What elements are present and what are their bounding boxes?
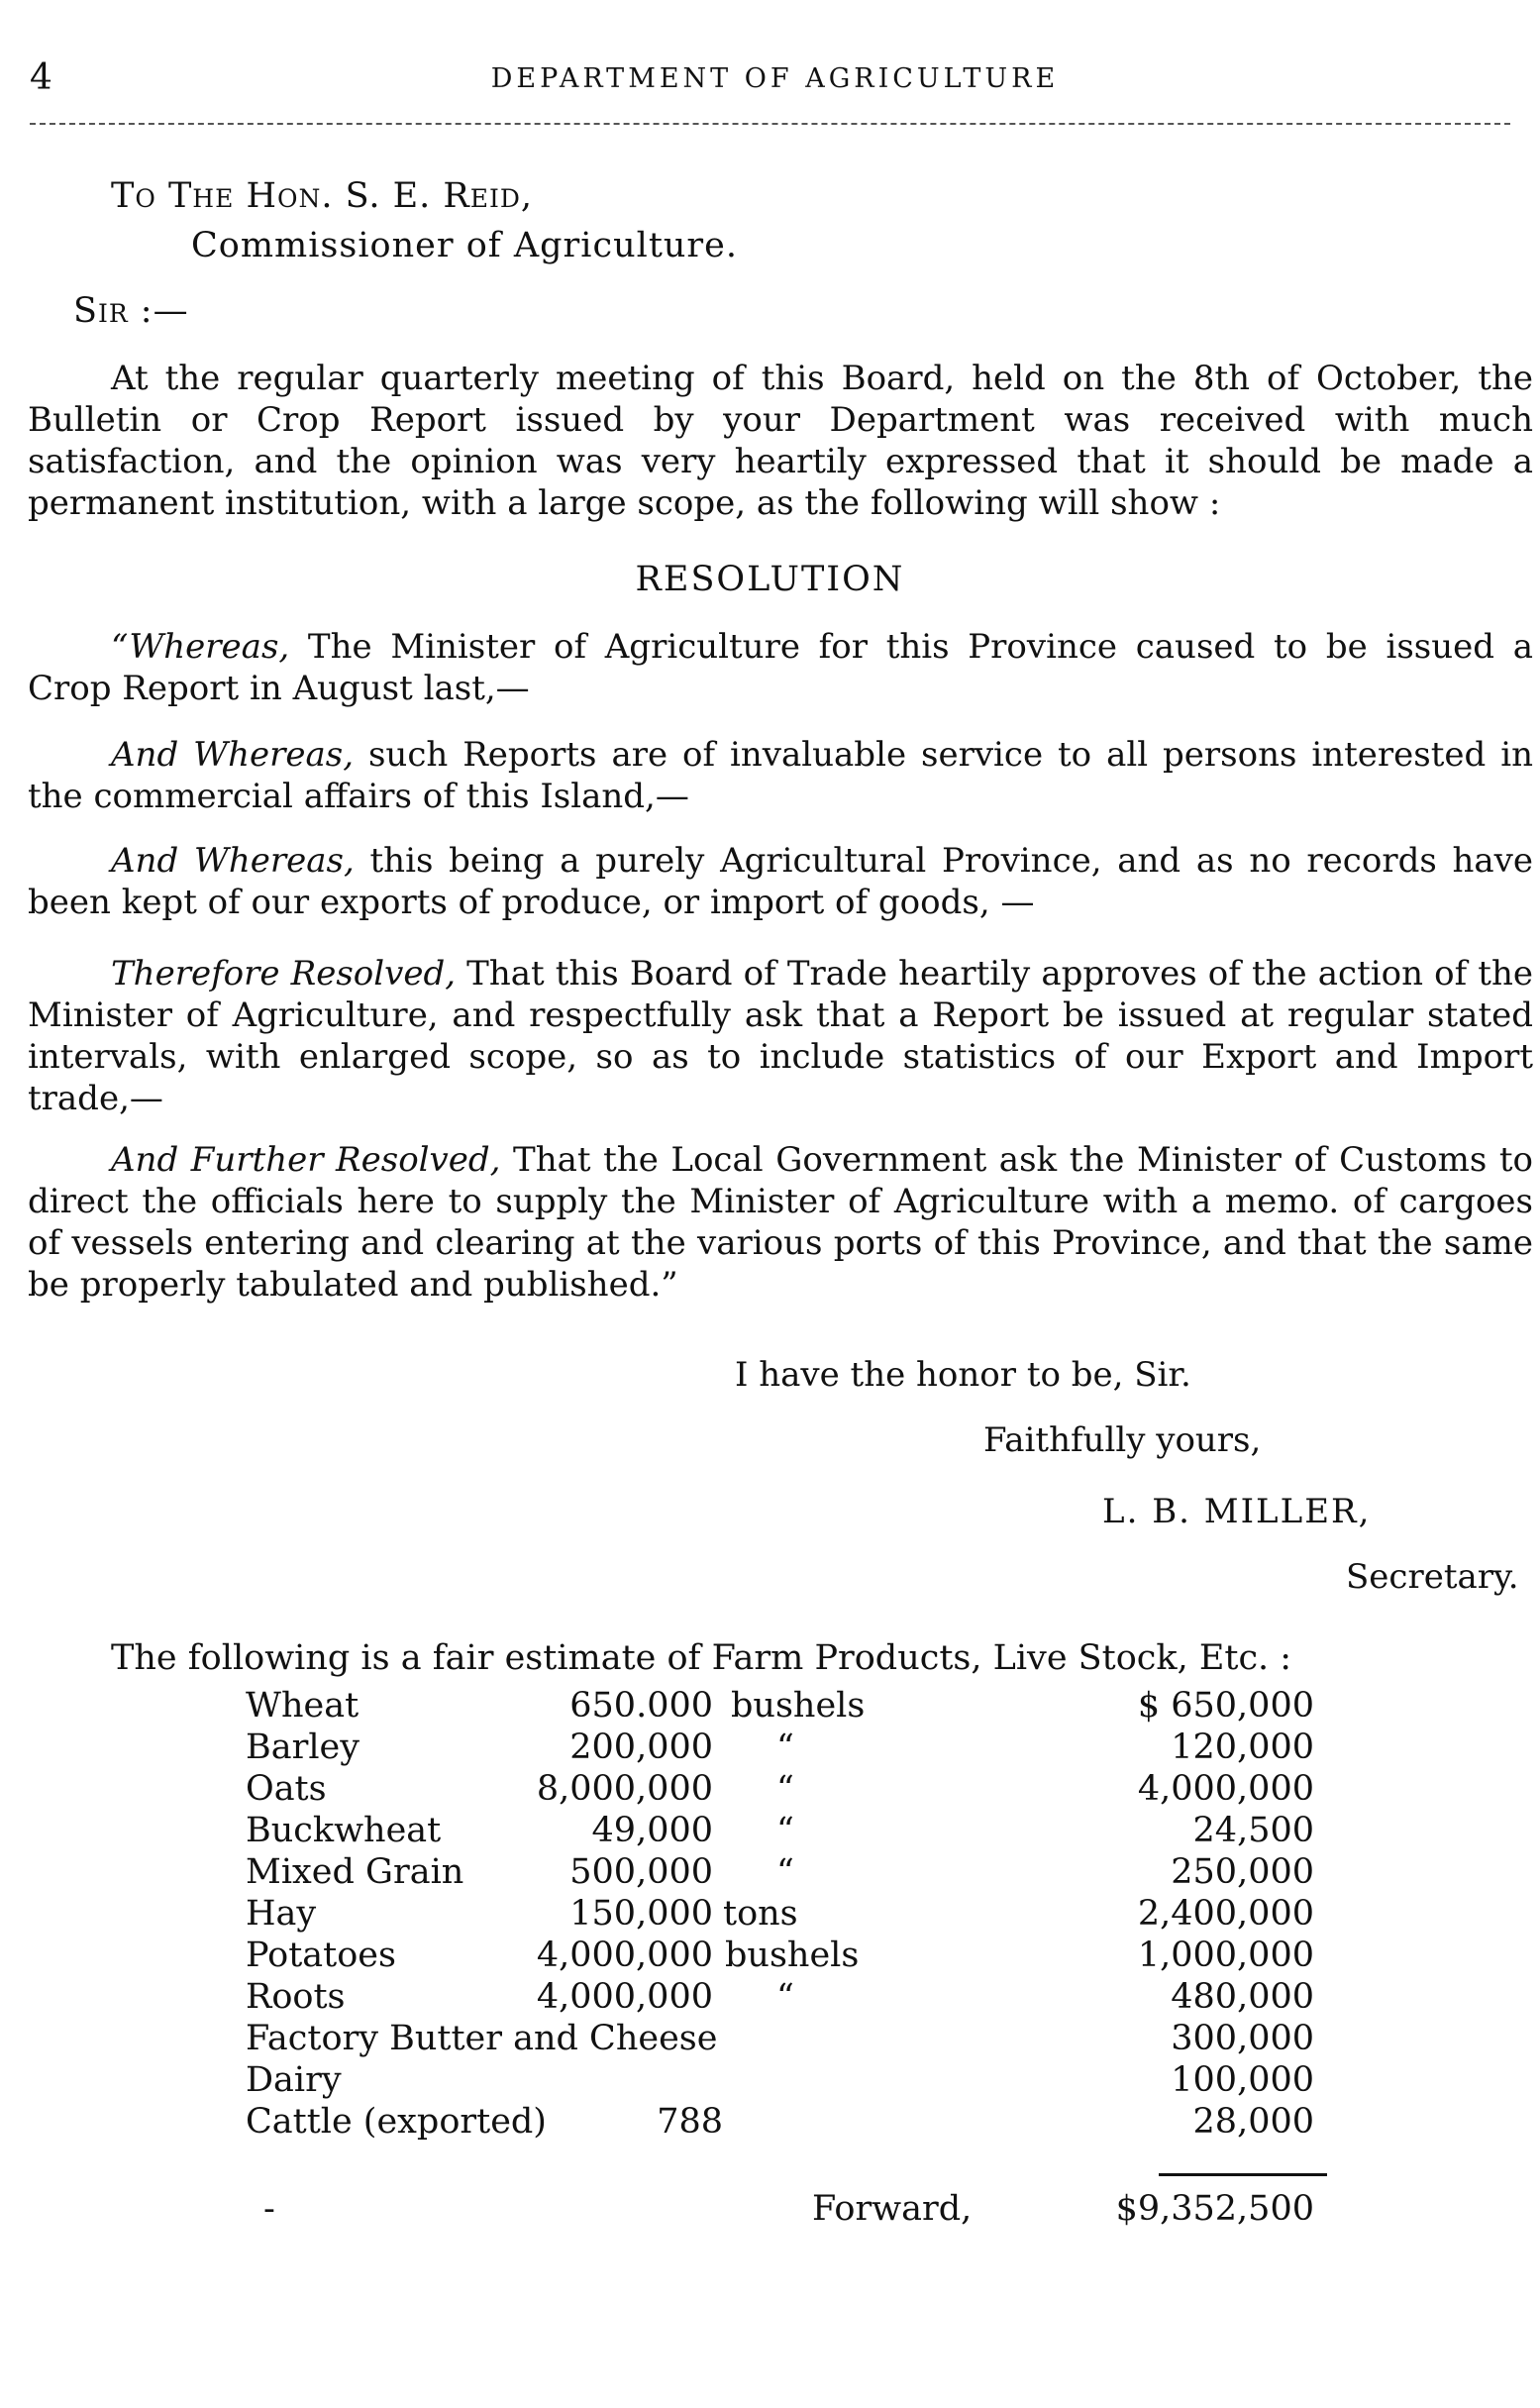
product-quantity: 650.000	[569, 1686, 713, 1726]
resolution-paragraph	[28, 953, 1533, 1119]
product-value: 250,000	[1171, 1852, 1314, 1892]
resolution-text: The Minister of Agriculture for this Province caused to be issued a Crop Report in August last,—	[28, 627, 1533, 708]
forward-label: Forward,	[812, 2189, 973, 2229]
product-name: Potatoes	[246, 1936, 396, 1975]
address-title-line: Commissioner of Agriculture.	[191, 226, 738, 265]
product-unit: “	[776, 1727, 794, 1767]
resolution-paragraph	[28, 1139, 1533, 1306]
product-quantity: 500,000	[569, 1852, 713, 1892]
product-unit: bushels	[725, 1936, 860, 1975]
product-value: 28,000	[1192, 2102, 1314, 2142]
resolution-lead: And Further Resolved,	[111, 1140, 501, 1180]
resolution-paragraph	[28, 840, 1533, 923]
resolution-paragraph	[28, 626, 1533, 709]
page-header	[30, 57, 1520, 107]
table-row	[0, 1727, 1540, 1769]
product-unit: “	[776, 1811, 794, 1850]
address-to-line: To The Hon. S. E. Reid,	[111, 176, 534, 216]
stray-mark: -	[263, 2189, 275, 2229]
product-value: 480,000	[1171, 1977, 1314, 2017]
page-number: 4	[30, 57, 52, 98]
valediction: Faithfully yours,	[983, 1420, 1262, 1460]
signature-name: L. B. MILLER,	[1102, 1492, 1372, 1531]
product-value: $ 650,000	[1137, 1686, 1314, 1726]
product-quantity: 4,000,000	[536, 1936, 713, 1975]
table-row	[0, 1852, 1540, 1894]
product-quantity: 49,000	[591, 1811, 713, 1850]
product-value: 24,500	[1192, 1811, 1314, 1850]
product-name: Buckwheat	[246, 1811, 442, 1850]
product-quantity: 200,000	[569, 1727, 713, 1767]
product-value: 120,000	[1171, 1727, 1314, 1767]
product-name: Hay	[246, 1894, 317, 1934]
product-name: Oats	[246, 1769, 327, 1809]
product-name: Dairy	[246, 2060, 342, 2100]
product-value: 100,000	[1171, 2060, 1314, 2100]
resolution-text: That the Local Government ask the Minister of Customs to direct the officials here to supply the Minister of Agriculture with a memo. of cargoes of vessels entering and clearing at the various ports of this Province, and that the same be properly tabulated and published.”	[28, 1140, 1533, 1305]
product-unit: “	[776, 1977, 794, 2017]
product-value: 300,000	[1171, 2019, 1314, 2058]
running-head: DEPARTMENT OF AGRICULTURE	[490, 63, 1060, 94]
resolution-lead: Therefore Resolved,	[111, 954, 457, 994]
product-name: Wheat	[246, 1686, 359, 1726]
product-name: Roots	[246, 1977, 346, 2017]
header-rule	[30, 123, 1510, 125]
resolution-paragraph	[28, 734, 1533, 817]
product-name: Barley	[246, 1727, 359, 1767]
table-row	[0, 2102, 1540, 2144]
table-row	[0, 1769, 1540, 1811]
resolution-lead: And Whereas,	[111, 841, 355, 881]
table-row	[0, 1936, 1540, 1977]
product-name: Factory Butter and Cheese	[246, 2019, 718, 2058]
resolution-text: such Reports are of invaluable service to all persons interested in the commercial affairs of this Island,—	[28, 735, 1534, 816]
product-unit: bushels	[731, 1686, 866, 1726]
product-value: 1,000,000	[1137, 1936, 1314, 1975]
resolution-text: That this Board of Trade heartily approves of the action of the Minister of Agriculture, and respectfully ask that a Report be issued at regular stated intervals, with enlarged scope, so as to include statistics of our Export and Import trade,—	[28, 954, 1533, 1118]
signature-role: Secretary.	[1346, 1557, 1519, 1597]
table-row	[0, 1811, 1540, 1852]
product-unit: “	[776, 1769, 794, 1809]
product-quantity: 8,000,000	[536, 1769, 713, 1809]
resolution-lead: “Whereas,	[111, 627, 290, 667]
forward-total: $9,352,500	[1115, 2189, 1314, 2229]
product-value: 2,400,000	[1137, 1894, 1314, 1934]
salutation: Sir :—	[73, 291, 189, 331]
intro-paragraph: At the regular quarterly meeting of this Board, held on the 8th of October, the Bulletin or Crop Report issued by your Department was received with much satisfaction, and the opinion was very heartily expressed that it should be made a permanent institution, with a large scope, as the following will show :	[28, 359, 1533, 523]
table-row	[0, 2019, 1540, 2060]
resolution-text: this being a purely Agricultural Province, and as no records have been kept of our exports of produce, or import of goods, —	[28, 841, 1533, 922]
closing-line: I have the honor to be, Sir.	[735, 1355, 1191, 1395]
table-row	[0, 2060, 1540, 2102]
resolution-heading: RESOLUTION	[635, 560, 905, 599]
table-row	[0, 1977, 1540, 2019]
product-value: 4,000,000	[1137, 1769, 1314, 1809]
product-quantity: 788	[657, 2102, 723, 2142]
product-quantity: 150,000	[569, 1894, 713, 1934]
product-unit: “	[776, 1852, 794, 1892]
table-row	[0, 1686, 1540, 1727]
estimate-intro: The following is a fair estimate of Farm Products, Live Stock, Etc. :	[111, 1638, 1292, 1678]
forward-total-row	[0, 2189, 1540, 2239]
product-name: Cattle (exported)	[246, 2102, 547, 2142]
table-row	[0, 1894, 1540, 1936]
product-quantity: 4,000,000	[536, 1977, 713, 2017]
resolution-lead: And Whereas,	[111, 735, 355, 775]
product-name: Mixed Grain	[246, 1852, 464, 1892]
total-rule	[1159, 2173, 1327, 2176]
product-unit: tons	[723, 1894, 798, 1934]
